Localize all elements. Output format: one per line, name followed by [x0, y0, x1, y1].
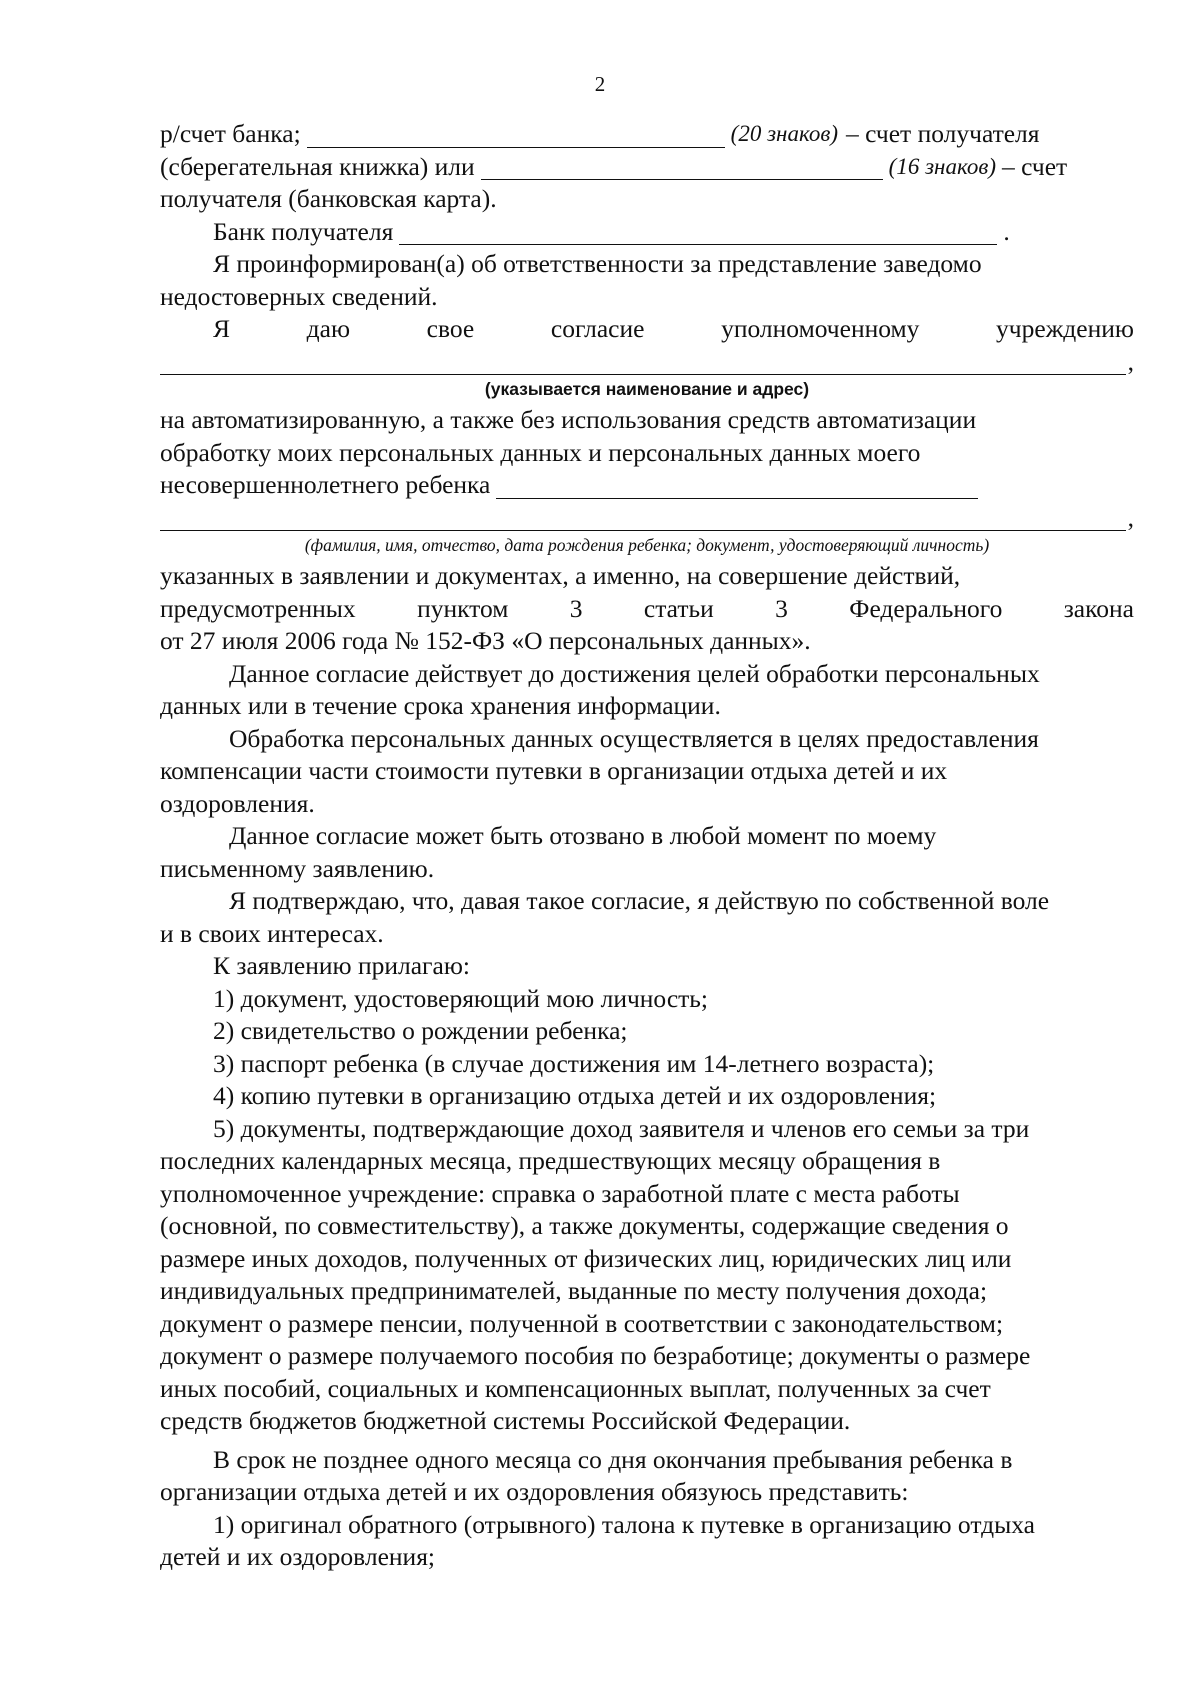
text: Я проинформирован(а) об ответственности за представление заведомо [213, 249, 982, 278]
text: размере иных доходов, полученных от физических лиц, юридических лиц или [160, 1243, 1012, 1273]
word: пунктом [417, 593, 509, 623]
text: 2) свидетельство о рождении ребенка; [213, 1016, 628, 1045]
line [160, 183, 1134, 216]
text: Данное согласие действует до достижения целей обработки персональных [229, 658, 1040, 688]
list-item [160, 983, 1134, 1016]
child-details-blank[interactable] [160, 506, 1126, 531]
text: уполномоченное учреждение: справка о заработной плате с места работы [160, 1178, 960, 1208]
word: свое [426, 314, 475, 343]
text: от 27 июля 2006 года № 152-ФЗ «О персональных данных». [160, 626, 811, 655]
text: документ о размере пенсии, полученной в соответствии с законодательством; [160, 1308, 1004, 1338]
list-item [160, 1509, 1134, 1542]
text: документ о размере получаемого пособия по безработице; документы о размере [160, 1341, 1031, 1370]
line-savings-book [160, 151, 1134, 184]
text: 5) документы, подтверждающие доход заявителя и членов его семьи за три [213, 1113, 1030, 1143]
line [160, 593, 1134, 626]
text: недостоверных сведений. [160, 281, 438, 311]
line [160, 1308, 1134, 1341]
text: на автоматизированную, а также без использования средств автоматизации [160, 405, 977, 434]
text: В срок не позднее одного месяца со дня окончания пребывания ребенка в [213, 1444, 1013, 1474]
line [160, 1243, 1134, 1276]
line [160, 918, 1134, 951]
line [160, 820, 1134, 853]
line [160, 950, 1134, 983]
text: . [1003, 216, 1010, 246]
line [160, 723, 1134, 756]
text: письменному заявлению. [160, 853, 435, 883]
text: оздоровления. [160, 788, 315, 818]
list-item [160, 1080, 1134, 1113]
text: К заявлению прилагаю: [213, 951, 470, 980]
text: указанных в заявлении и документах, а именно, на совершение действий, [160, 561, 961, 590]
text: 1) оригинал обратного (отрывного) талона к путевке в организацию отдыха [213, 1509, 1035, 1539]
line [160, 885, 1134, 918]
child-details-line [160, 502, 1134, 535]
line [160, 1145, 1134, 1178]
institution-blank[interactable] [160, 350, 1126, 375]
word: Федерального [849, 593, 1003, 623]
line-recipient-bank [160, 216, 1134, 249]
text: Я подтверждаю, что, давая такое согласие, я действую по собственной воле [229, 886, 1050, 915]
line [160, 690, 1134, 723]
hint-16-digits: (16 знаков) [888, 153, 996, 179]
text: компенсации части стоимости путевки в организации отдыха детей и их [160, 756, 948, 785]
hint-20-digits: (20 знаков) [730, 121, 838, 146]
line [160, 1444, 1134, 1477]
line [160, 1210, 1134, 1243]
line [160, 1476, 1134, 1509]
word: 3 [775, 593, 788, 623]
line [160, 853, 1134, 886]
text: Банк получателя [213, 216, 394, 246]
line [160, 281, 1134, 314]
caption-institution: (указывается наименование и адрес) [484, 379, 810, 399]
text: Обработка персональных данных осуществляется в целях предоставления [229, 723, 1039, 753]
page-number: 2 [594, 72, 606, 96]
text: (основной, по совместительству), а также документы, содержащие сведения о [160, 1211, 1009, 1240]
list-item [160, 1048, 1134, 1081]
text: организации отдыха детей и их оздоровления обязуюсь представить: [160, 1477, 909, 1506]
line [160, 404, 1134, 437]
text: детей и их оздоровления; [160, 1542, 436, 1571]
line [160, 1340, 1134, 1373]
text: – счет [1001, 151, 1068, 181]
text: , [1127, 502, 1134, 532]
word: учреждению [996, 314, 1134, 343]
word: закона [1063, 593, 1134, 623]
text: р/счет банка; [160, 119, 301, 148]
list-item [160, 1015, 1134, 1048]
caption-child-details: (фамилия, имя, отчество, дата рождения ребенка; документ, удостоверяющий личность) [304, 535, 990, 555]
text: 3) паспорт ребенка (в случае достижения им 14-летнего возраста); [213, 1048, 935, 1078]
line [160, 560, 1134, 593]
bank-account-blank[interactable] [307, 123, 725, 148]
text: иных пособий, социальных и компенсационных выплат, полученных за счет [160, 1373, 991, 1403]
text: и в своих интересах. [160, 918, 384, 948]
text: средств бюджетов бюджетной системы Российской Федерации. [160, 1406, 851, 1435]
word: 3 [569, 593, 583, 623]
document-body [160, 118, 1134, 1574]
list-item [160, 1113, 1134, 1146]
line [160, 248, 1134, 281]
word: уполномоченному [721, 314, 920, 343]
line [160, 1275, 1134, 1308]
word: Я [213, 314, 231, 343]
text: последних календарных месяца, предшествующих месяцу обращения в [160, 1146, 941, 1175]
text: обработку моих персональных данных и персональных данных моего [160, 437, 921, 467]
text: несовершеннолетнего ребенка [160, 470, 491, 499]
line-consent [160, 313, 1134, 346]
line [160, 658, 1134, 691]
word: статьи [643, 593, 714, 623]
text: , [1127, 346, 1134, 376]
recipient-bank-blank[interactable] [399, 220, 997, 245]
child-name-blank[interactable] [496, 474, 978, 499]
line [160, 625, 1134, 658]
word: даю [306, 314, 351, 343]
institution-line [160, 346, 1134, 379]
word: согласие [550, 314, 645, 343]
line [160, 755, 1134, 788]
word: предусмотренных [160, 593, 356, 623]
card-number-blank[interactable] [481, 155, 883, 180]
text: 4) копию путевки в организацию отдыха детей и их оздоровления; [213, 1081, 937, 1110]
line [160, 788, 1134, 821]
text: (сберегательная книжка) или [160, 151, 475, 181]
line [160, 1541, 1134, 1574]
line [160, 1178, 1134, 1211]
line [160, 1405, 1134, 1438]
text: Данное согласие может быть отозвано в любой момент по моему [229, 821, 937, 850]
text: индивидуальных предпринимателей, выданные по месту получения дохода; [160, 1276, 988, 1305]
text: – счет получателя [845, 119, 1040, 148]
text: данных или в течение срока хранения информации. [160, 691, 721, 720]
line [160, 437, 1134, 470]
text: получателя (банковская карта). [160, 184, 497, 213]
line [160, 1373, 1134, 1406]
text: 1) документ, удостоверяющий мою личность; [213, 983, 708, 1013]
line-child [160, 469, 1134, 502]
line-bank-account [160, 118, 1134, 151]
